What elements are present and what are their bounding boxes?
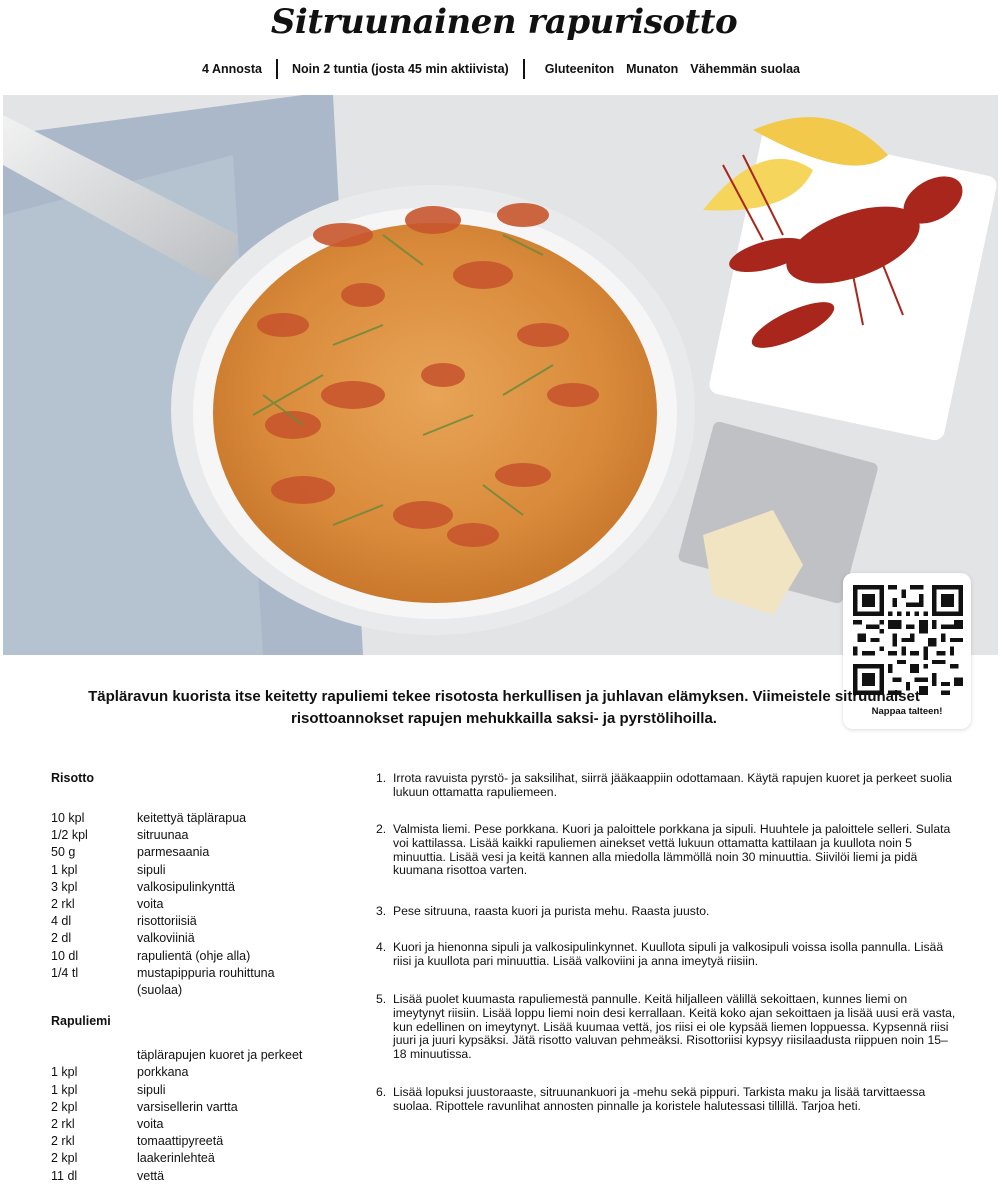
diet-tag: Munaton [626,62,679,76]
cooking-time: Noin 2 tuntia (josta 45 min aktiivista) [291,62,509,76]
ingredient-row [51,896,351,913]
meta-divider [523,59,525,79]
ingredient-row [51,1116,351,1133]
ingredient-name: sitruunaa [137,828,189,843]
ingredient-row [51,1099,351,1116]
ingredients-section-title: Risotto [51,771,95,785]
ingredient-qty: 2 rkl [51,1117,75,1132]
step-number: 5. [376,992,387,1006]
recipe-title: Sitruunainen rapurisotto [270,2,738,42]
meta-divider [276,59,278,79]
ingredient-row [51,1133,351,1150]
ingredient-qty: 2 rkl [51,1134,75,1149]
diet-tag: Vähemmän suolaa [690,62,800,76]
step-number: 4. [376,940,387,954]
ingredient-qty: 1 kpl [51,862,78,877]
ingredient-qty: 2 kpl [51,1099,78,1114]
qr-code[interactable] [853,585,963,695]
ingredient-row [51,844,351,861]
step-text: Lisää puolet kuumasta rapuliemestä pannulle. Keitä hiljalleen välillä sekoittaen, kunnes liemi on imeytynyt riisiin. Lisää loppu liemi noin desi kerrallaan. Keitä koko ajan sekoittaen ja lisää uusi erä vasta, kun edellinen on imeytynyt. Lisää kuumaa vettä, jos riisi ei ole kypsää liemen loppuessa. Kypsennä riisi juuri ja juuri kypsäksi. Jätä risotto valuvan pehmeäksi. Risottoriisi kypsyy riisilaadusta riippuen noin 15–18 minuutissa. [393,992,956,1062]
ingredient-qty [51,1047,137,1064]
ingredient-row [51,1168,351,1185]
step-number: 1. [376,771,387,785]
ingredient-name: rapulientä (ohje alla) [137,948,251,963]
ingredient-row [51,1047,351,1064]
step-text: Valmista liemi. Pese porkkana. Kuori ja paloittele porkkana ja sipuli. Huuhtele ja paloittele selleri. Sulata voi kattilassa. Lisää kaikki rapuliemen ainekset vettä lukuun ottamatta kattilaan ja kuullota noin 5 minuuttia. Lisää vesi ja keitä kannen alla miedolla lämmöllä noin 30 minuuttia. Siivilöi liemi ja pidä kuumana risottoa varten. [393,822,951,878]
ingredient-qty: 2 rkl [51,897,75,912]
step-text: Pese sitruuna, raasta kuori ja purista mehu. Raasta juusto. [393,904,710,918]
instruction-step [376,1086,961,1114]
ingredient-name: keitettyä täplärapua [137,811,247,825]
ingredient-name: (suolaa) [137,983,183,998]
ingredient-qty: 1 kpl [51,1082,78,1097]
ingredient-qty: 10 dl [51,948,79,963]
ingredient-name: täplärapujen kuoret ja perkeet [137,1048,303,1063]
instruction-step [376,772,961,800]
ingredient-name: voita [137,1117,164,1132]
ingredient-qty: 11 dl [51,1168,78,1183]
ingredient-qty: 4 dl [51,914,72,929]
step-number: 6. [376,1085,387,1099]
ingredient-qty: 50 g [51,845,76,860]
ingredient-row [51,862,351,879]
ingredient-name: porkkana [137,1065,189,1080]
ingredient-row [51,827,351,844]
ingredients-section-title: Rapuliemi [51,1014,111,1029]
ingredient-name: mustapippuria rouhittuna [137,965,275,980]
ingredient-name: valkoviiniä [137,931,195,946]
step-number: 2. [376,822,387,836]
step-text: Lisää lopuksi juustoraaste, sitruunankuori ja -mehu sekä pippuri. Tarkista maku ja lisää tarvittaessa suolaa. Ripottele ravunlihat annosten pinnalle ja koristele halutessasi tillillä. Tarjoa heti. [393,1085,926,1113]
instruction-step [376,993,961,1062]
instruction-step [376,941,961,969]
ingredient-name: tomaattipyreetä [137,1134,224,1149]
ingredient-qty: 1 kpl [51,1065,78,1080]
ingredient-name: varsisellerin vartta [137,1099,238,1114]
servings: 4 Annosta [202,62,262,76]
ingredient-name: sipuli [137,862,166,877]
diet-tag: Gluteeniton [544,62,615,76]
ingredient-row [51,913,351,930]
instruction-step [376,823,961,878]
ingredient-name: valkosipulinkynttä [137,879,235,894]
ingredient-qty: 1/4 tl [51,965,79,980]
ingredient-qty: 1/2 kpl [51,828,88,843]
ingredient-row [51,1082,351,1099]
ingredient-row [51,982,351,999]
ingredient-name: risottoriisiä [137,914,197,929]
step-number: 3. [376,904,387,918]
step-text: Kuori ja hienonna sipuli ja valkosipulinkynnet. Kuullota sipuli ja valkosipuli voissa isolla pannulla. Lisää riisi ja kuullota pari minuuttia. Lisää valkoviini ja anna imeytyä riisiin. [393,940,944,968]
ingredient-name: vettä [137,1168,165,1183]
ingredient-qty: 2 dl [51,931,72,946]
step-text: Irrota ravuista pyrstö- ja saksilihat, siirrä jääkaappiin odottamaan. Käytä rapujen kuoret ja perkeet suolia lukuun ottamatta rapuliemeen. [393,771,952,799]
ingredient-row [51,810,351,827]
instruction-step [376,905,961,919]
ingredient-name: laakerinlehteä [137,1151,215,1166]
ingredient-name: parmesaania [137,845,210,860]
ingredient-qty: 10 kpl [51,811,85,825]
risotto-photo-illustration [3,95,998,655]
ingredient-row [51,930,351,947]
recipe-intro: Täpläravun kuorista itse keitetty rapuliemi tekee risotosta herkullisen ja juhlavan elämyksen. Viimeistele sitruunaiset risottoannokset rapujen mehukkailla saksi- ja pyrstölihoilla. [88,688,920,727]
ingredient-name: sipuli [137,1082,166,1097]
recipe-meta [0,58,1008,80]
ingredient-name: voita [137,897,164,912]
ingredient-row [51,1064,351,1081]
ingredients-list [51,770,351,1185]
ingredient-row [51,879,351,896]
ingredient-row [51,965,351,982]
qr-label: Nappaa talteen! [871,706,943,717]
ingredient-qty: 3 kpl [51,879,78,894]
ingredient-qty: 2 kpl [51,1151,78,1166]
ingredient-row [51,948,351,965]
ingredient-row [51,1150,351,1167]
ingredient-qty [51,982,137,999]
